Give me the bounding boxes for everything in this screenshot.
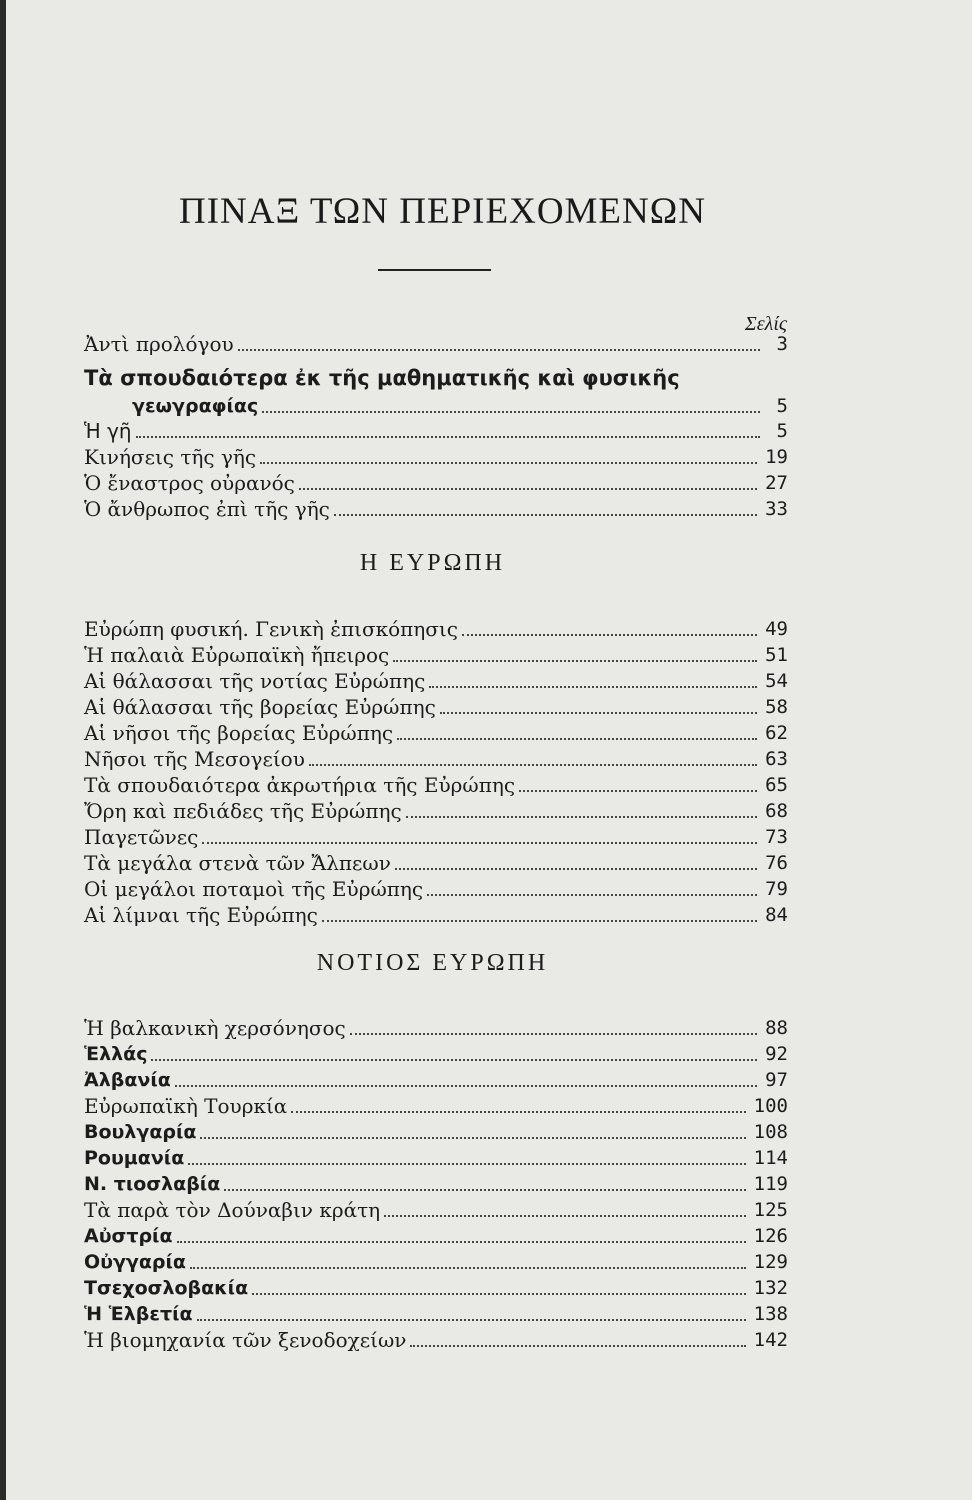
leader-dots	[299, 488, 757, 490]
toc-entry-page: 5	[776, 420, 788, 442]
toc-entry-title: Παγετῶνες	[84, 825, 199, 849]
toc-entry[interactable]	[132, 392, 788, 418]
toc-entry-page: 51	[765, 644, 788, 666]
toc-entry-page: 92	[765, 1043, 788, 1065]
toc-entry-title: Ἀντὶ προλόγου	[84, 332, 234, 356]
toc-entry[interactable]	[84, 1040, 788, 1066]
toc-entry-page: 33	[765, 498, 788, 520]
toc-entry[interactable]	[84, 1326, 788, 1352]
leader-dots	[175, 1085, 757, 1087]
toc-entry-title: Ἡ γῆ	[84, 419, 132, 443]
toc-entry[interactable]	[84, 1274, 788, 1300]
toc-entry-page: 119	[753, 1173, 788, 1195]
toc-entry-page: 76	[765, 852, 788, 874]
toc-entry-title: Αἱ νῆσοι τῆς βορείας Εὐρώπης	[84, 721, 394, 745]
toc-entry[interactable]	[84, 330, 788, 356]
toc-entry[interactable]	[84, 823, 788, 849]
toc-entry-page: 97	[765, 1069, 788, 1091]
leader-dots	[384, 1215, 746, 1217]
toc-entry-page: 126	[753, 1225, 788, 1247]
section-heading-europe: Η ΕΥΡΩΠΗ	[359, 550, 506, 576]
toc-entry-title: Κινήσεις τῆς γῆς	[84, 445, 257, 469]
toc-entry-page: 27	[765, 472, 788, 494]
toc-entry-title: Ἑλλάς	[84, 1043, 148, 1065]
toc-entry-page: 84	[765, 904, 788, 926]
leader-dots	[262, 411, 760, 413]
toc-entry[interactable]	[84, 1222, 788, 1248]
toc-entry[interactable]	[84, 1196, 788, 1222]
toc-entry-title: Τσεχοσλοβακία	[84, 1277, 249, 1299]
toc-entry[interactable]	[84, 1300, 788, 1326]
toc-entry-title: Ν. τιοσλαβία	[84, 1173, 221, 1195]
toc-entry-title: Ὁ ἔναστρος οὐρανός	[84, 471, 295, 495]
toc-entry-page: 88	[765, 1017, 788, 1039]
leader-dots	[440, 712, 757, 714]
toc-entry-page: 19	[765, 446, 788, 468]
toc-entry-page: 5	[776, 395, 788, 417]
page-title: ΠΙΝΑΞ ΤΩΝ ΠΕΡΙΕΧΟΜΕΝΩΝ	[179, 191, 706, 232]
toc-entry-title: Νῆσοι τῆς Μεσογείου	[84, 747, 305, 771]
toc-entry-title: Οἱ μεγάλοι ποταμοὶ τῆς Εὐρώπης	[84, 877, 424, 901]
leader-dots	[188, 1163, 745, 1165]
toc-entry[interactable]	[84, 1092, 788, 1118]
toc-entry-title: Αἱ θάλασσαι τῆς νοτίας Εὐρώπης	[84, 669, 426, 693]
toc-entry-title: Τὰ παρὰ τὸν Δούναβιν κράτη	[84, 1198, 381, 1222]
toc-entry-title: Ρουμανία	[84, 1147, 185, 1169]
leader-dots	[197, 1319, 746, 1321]
leader-dots	[190, 1267, 746, 1269]
toc-entry-title: Τὰ μεγάλα στενὰ τῶν Ἄλπεων	[84, 851, 391, 875]
leader-dots	[393, 660, 757, 662]
toc-entry[interactable]	[84, 1170, 788, 1196]
leader-dots	[322, 920, 757, 922]
leader-dots	[291, 1111, 745, 1113]
toc-entry[interactable]	[84, 417, 788, 443]
leader-dots	[410, 1345, 745, 1347]
title-rule	[378, 269, 491, 271]
toc-entry-page: 65	[765, 774, 788, 796]
toc-entry-page: 62	[765, 722, 788, 744]
toc-entry-title: Ἀλβανία	[84, 1069, 171, 1091]
toc-entry-page: 132	[753, 1277, 788, 1299]
leader-dots	[397, 738, 757, 740]
leader-dots	[136, 436, 760, 438]
toc-entry[interactable]	[84, 1248, 788, 1274]
toc-entry-page: 68	[765, 800, 788, 822]
toc-entry-title: Αἱ θάλασσαι τῆς βορείας Εὐρώπης	[84, 695, 436, 719]
toc-entry[interactable]	[84, 469, 788, 495]
toc-entry-title: Αἱ λίμναι τῆς Εὐρώπης	[84, 903, 318, 927]
leader-dots	[406, 816, 757, 818]
toc-entry-title: Ἡ βιομηχανία τῶν ξενοδοχείων	[84, 1328, 407, 1352]
toc-entry-page: 129	[753, 1251, 788, 1273]
toc-entry[interactable]	[84, 1118, 788, 1144]
toc-entry-title: Τὰ σπουδαιότερα ἀκρωτήρια τῆς Εὐρώπης	[84, 773, 516, 797]
toc-entry[interactable]	[84, 901, 788, 927]
toc-entry[interactable]	[84, 797, 788, 823]
toc-entry-page: 108	[753, 1121, 788, 1143]
leader-dots	[519, 790, 757, 792]
toc-entry-page: 125	[753, 1199, 788, 1221]
toc-entry[interactable]	[84, 771, 788, 797]
leader-dots	[238, 349, 760, 351]
toc-entry[interactable]	[84, 849, 788, 875]
section-heading-south-europe: ΝΟΤΙΟΣ ΕΥΡΩΠΗ	[316, 950, 549, 976]
toc-entry-page: 3	[776, 333, 788, 355]
leader-dots	[177, 1241, 746, 1243]
toc-entry-page: 138	[753, 1303, 788, 1325]
toc-entry[interactable]	[84, 1144, 788, 1170]
toc-entry[interactable]	[84, 745, 788, 771]
leader-dots	[252, 1293, 746, 1295]
toc-entry-page: 100	[753, 1095, 788, 1117]
toc-entry-title: Ἡ παλαιὰ Εὐρωπαϊκὴ ἤπειρος	[84, 643, 390, 667]
page-column-header: Σελίς	[744, 313, 787, 335]
toc-entry-title: Αὐστρία	[84, 1225, 173, 1247]
toc-entry-title: Εὐρωπαϊκὴ Τουρκία	[84, 1094, 288, 1118]
toc-entry[interactable]	[84, 641, 788, 667]
toc-entry[interactable]	[84, 875, 788, 901]
leader-dots	[334, 514, 757, 516]
toc-entry[interactable]	[84, 1066, 788, 1092]
toc-entry-title: Οὐγγαρία	[84, 1251, 186, 1273]
leader-dots	[260, 462, 757, 464]
toc-entry-title: Ὄρη καὶ πεδιάδες τῆς Εὐρώπης	[84, 799, 402, 823]
toc-entry[interactable]	[84, 719, 788, 745]
leader-dots	[151, 1059, 757, 1061]
toc-entry-page: 142	[753, 1329, 788, 1351]
toc-entry-page: 54	[765, 670, 788, 692]
toc-entry[interactable]	[84, 615, 788, 641]
toc-entry-page: 63	[765, 748, 788, 770]
leader-dots	[224, 1189, 745, 1191]
toc-entry-page: 58	[765, 696, 788, 718]
leader-dots	[200, 1137, 745, 1139]
toc-entry-page: 73	[765, 826, 788, 848]
toc-entry-title: Ἡ Ἑλβετία	[84, 1303, 193, 1325]
toc-entry-title: Ἡ βαλκανικὴ χερσόνησος	[84, 1016, 346, 1040]
leader-dots	[395, 868, 757, 870]
toc-entry-page: 49	[765, 618, 788, 640]
toc-entry[interactable]	[84, 495, 788, 521]
toc-entry[interactable]	[84, 1014, 788, 1040]
toc-entry[interactable]	[84, 443, 788, 469]
toc-entry-page: 79	[765, 878, 788, 900]
leader-dots	[462, 634, 757, 636]
leader-dots	[429, 686, 757, 688]
leader-dots	[202, 842, 757, 844]
leader-dots	[350, 1033, 757, 1035]
toc-entry-title: Ὁ ἄνθρωπος ἐπὶ τῆς γῆς	[84, 497, 330, 521]
leader-dots	[309, 764, 757, 766]
toc-entry[interactable]	[84, 667, 788, 693]
toc-entry-title: γεωγραφίας	[132, 395, 259, 417]
toc-entry-title[interactable]: Τὰ σπουδαιότερα ἐκ τῆς μαθηματικῆς καὶ φυσικῆς	[84, 366, 680, 390]
toc-entry-title: Βουλγαρία	[84, 1121, 197, 1143]
leader-dots	[427, 894, 757, 896]
toc-entry-page: 114	[753, 1147, 788, 1169]
toc-entry[interactable]	[84, 693, 788, 719]
toc-entry-title: Εὐρώπη φυσική. Γενικὴ ἐπισκόπησις	[84, 617, 458, 641]
